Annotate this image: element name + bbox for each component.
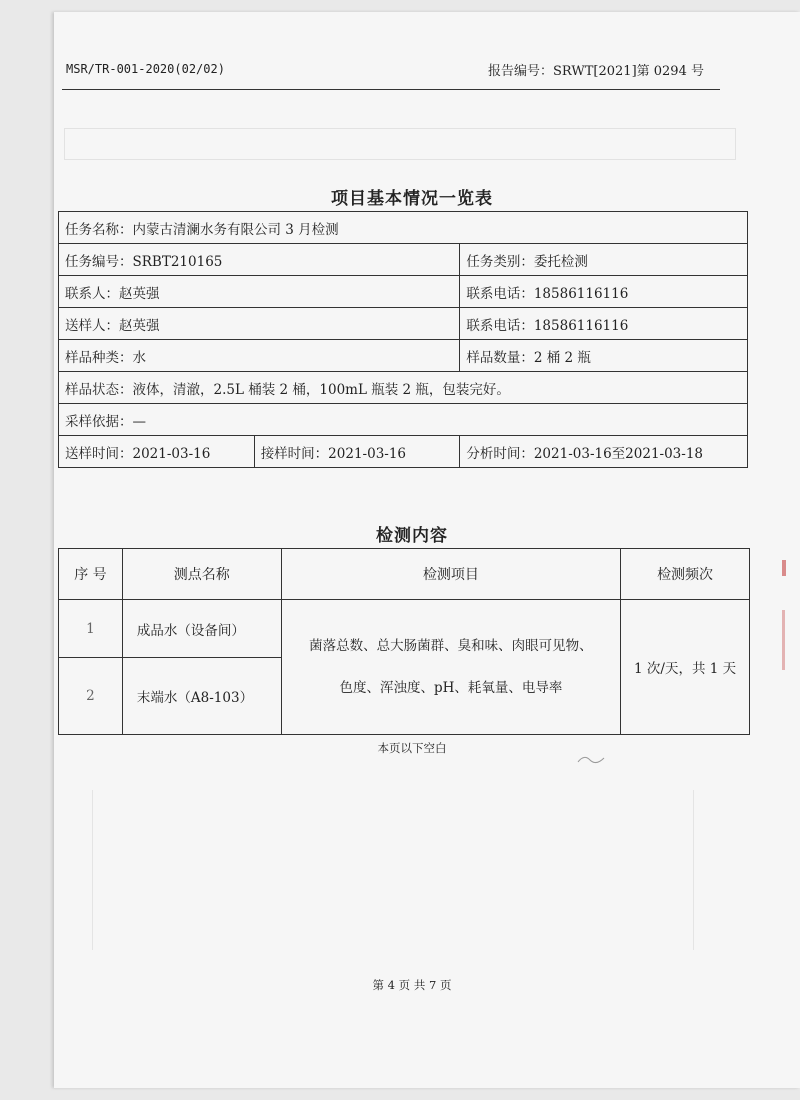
table-row [59,404,748,436]
table-row [59,340,748,372]
table-row [59,244,748,276]
column-header-frequency: 检测频次 [621,549,750,600]
test-items-line2: 色度、浑浊度、pH、耗氧量、电导率 [339,680,563,696]
table-row [59,436,748,468]
send-time: 送样时间：2021-03-16 [59,436,255,468]
sample-state: 样品状态：液体，清澈，2.5L 桶装 2 桶，100mL 瓶装 2 瓶，包装完好。 [59,372,748,404]
column-header-items: 检测项目 [281,549,620,600]
sample-type: 样品种类：水 [59,340,460,372]
blank-below-note: 本页以下空白 [377,741,447,755]
test-items [281,600,620,735]
column-header-point: 测点名称 [122,549,281,600]
report-number: 报告编号：SRWT[2021]第 0294 号 [487,64,704,79]
content-table [58,548,750,735]
sampling-basis: 采样依据：— [59,404,748,436]
table-row [59,308,748,340]
header-divider [62,89,720,90]
red-edge-mark [782,560,786,576]
table-row [59,212,748,244]
document-code: MSR/TR-001-2020(02/02) [66,62,225,76]
basic-info-title: 项目基本情况一览表 [331,189,493,209]
column-header-seq: 序 号 [59,549,123,600]
task-name: 任务名称：内蒙古清澜水务有限公司 3 月检测 [59,212,748,244]
pen-mark [576,752,606,766]
task-number: 任务编号：SRBT210165 [59,244,460,276]
sender: 送样人：赵英强 [59,308,460,340]
row-point: 末端水（A8-103） [122,658,281,735]
test-frequency: 1 次/天，共 1 天 [621,600,750,735]
analysis-time: 分析时间：2021-03-16至2021-03-18 [460,436,748,468]
red-edge-mark [782,610,785,670]
contact-phone: 联系电话：18586116116 [460,276,748,308]
table-row [59,600,750,658]
receive-time: 接样时间：2021-03-16 [254,436,460,468]
table-row [59,372,748,404]
content-title: 检测内容 [376,526,448,546]
sender-phone: 联系电话：18586116116 [460,308,748,340]
basic-info-table [58,211,748,468]
sample-quantity: 样品数量：2 桶 2 瓶 [460,340,748,372]
page-number: 第 4 页 共 7 页 [372,978,452,992]
task-type: 任务类别：委托检测 [460,244,748,276]
test-items-line1: 菌落总数、总大肠菌群、臭和味、肉眼可见物、 [309,638,593,654]
contact-person: 联系人：赵英强 [59,276,460,308]
table-row [59,276,748,308]
row-seq: 1 [59,600,123,658]
table-header-row [59,549,750,600]
row-seq: 2 [59,658,123,735]
row-point: 成品水（设备间） [122,600,281,658]
